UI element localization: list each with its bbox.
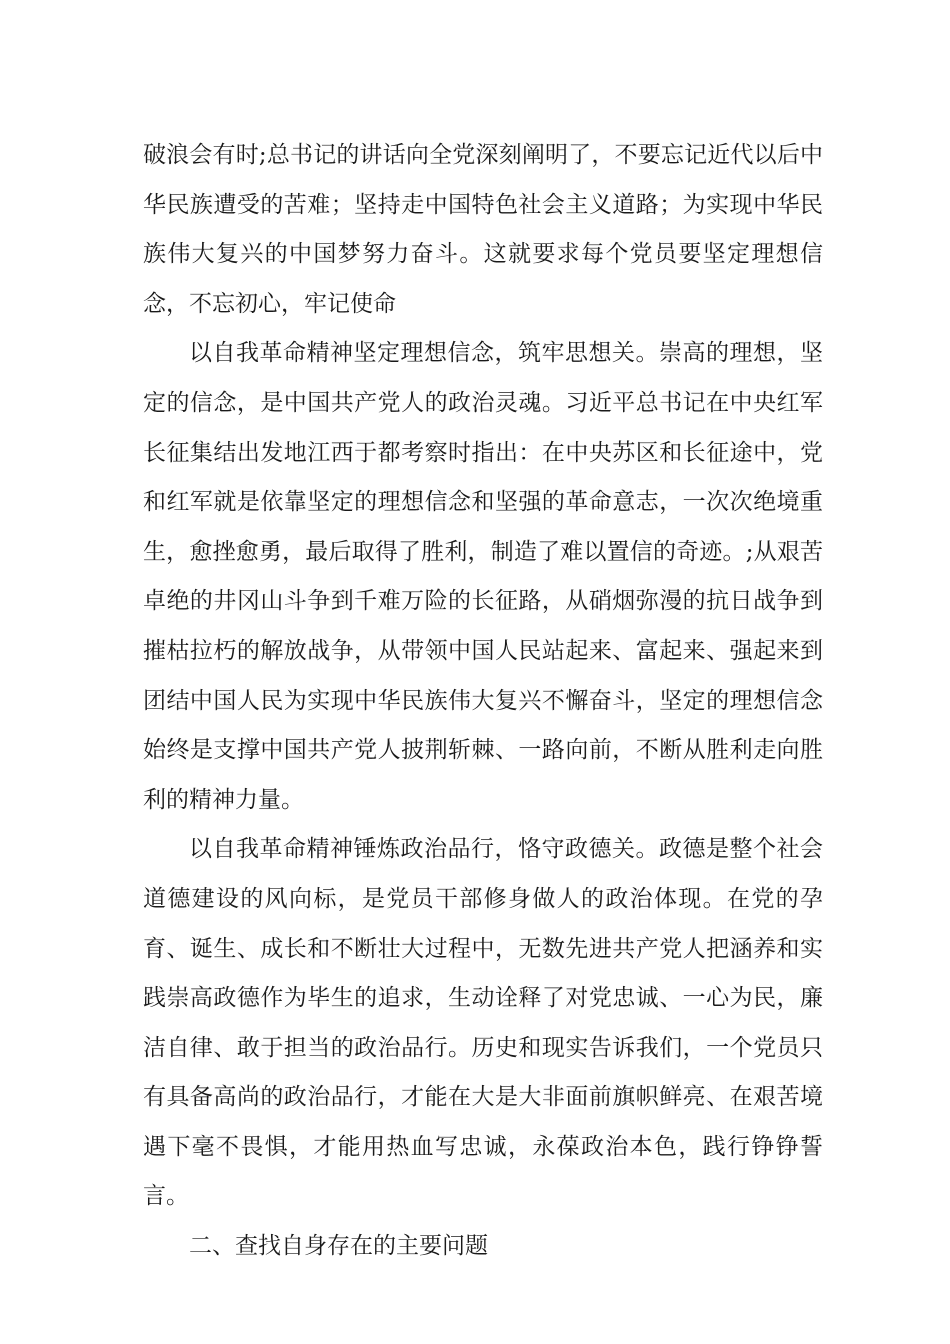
paragraph-political-conduct: 以自我革命精神锤炼政治品行，恪守政德关。政德是整个社会道德建设的风向标，是党员干部修身做人的政治体现。在党的孕育、诞生、成长和不断壮大过程中，无数先进共产党人把涵养和实践崇高政德作为毕生的追求，生动诠释了对党忠诚、一心为民，廉洁自律、敢于担当的政治品行。历史和现实告诉我们，一个党员只有具备高尚的政治品行，才能在大是大非面前旗帜鲜亮、在艰苦境遇下毫不畏惧，才能用热血写忠诚，永葆政治本色，践行铮铮誓言。 [143, 836, 823, 1210]
document-body [143, 131, 823, 1272]
paragraph-continuation: 破浪会有时;总书记的讲话向全党深刻阐明了，不要忘记近代以后中华民族遭受的苦难；坚持走中国特色社会主义道路；为实现中华民族伟大复兴的中国梦努力奋斗。这就要求每个党员要坚定理想信念，不忘初心，牢记使命 [143, 142, 823, 317]
paragraph-ideals-belief: 以自我革命精神坚定理想信念，筑牢思想关。崇高的理想，坚定的信念，是中国共产党人的政治灵魂。习近平总书记在中央红军长征集结出发地江西于都考察时指出：在中央苏区和长征途中，党和红军就是依靠坚定的理想信念和坚强的革命意志，一次次绝境重生，愈挫愈勇，最后取得了胜利，制造了难以置信的奇迹。;从艰苦卓绝的井冈山斗争到千难万险的长征路，从硝烟弥漫的抗日战争到摧枯拉朽的解放战争，从带领中国人民站起来、富起来、强起来到团结中国人民为实现中华民族伟大复兴不懈奋斗，坚定的理想信念始终是支撑中国共产党人披荆斩棘、一路向前，不断从胜利走向胜利的精神力量。 [143, 340, 823, 813]
section-heading-main-problems: 二、查找自身存在的主要问题 [189, 1233, 488, 1260]
